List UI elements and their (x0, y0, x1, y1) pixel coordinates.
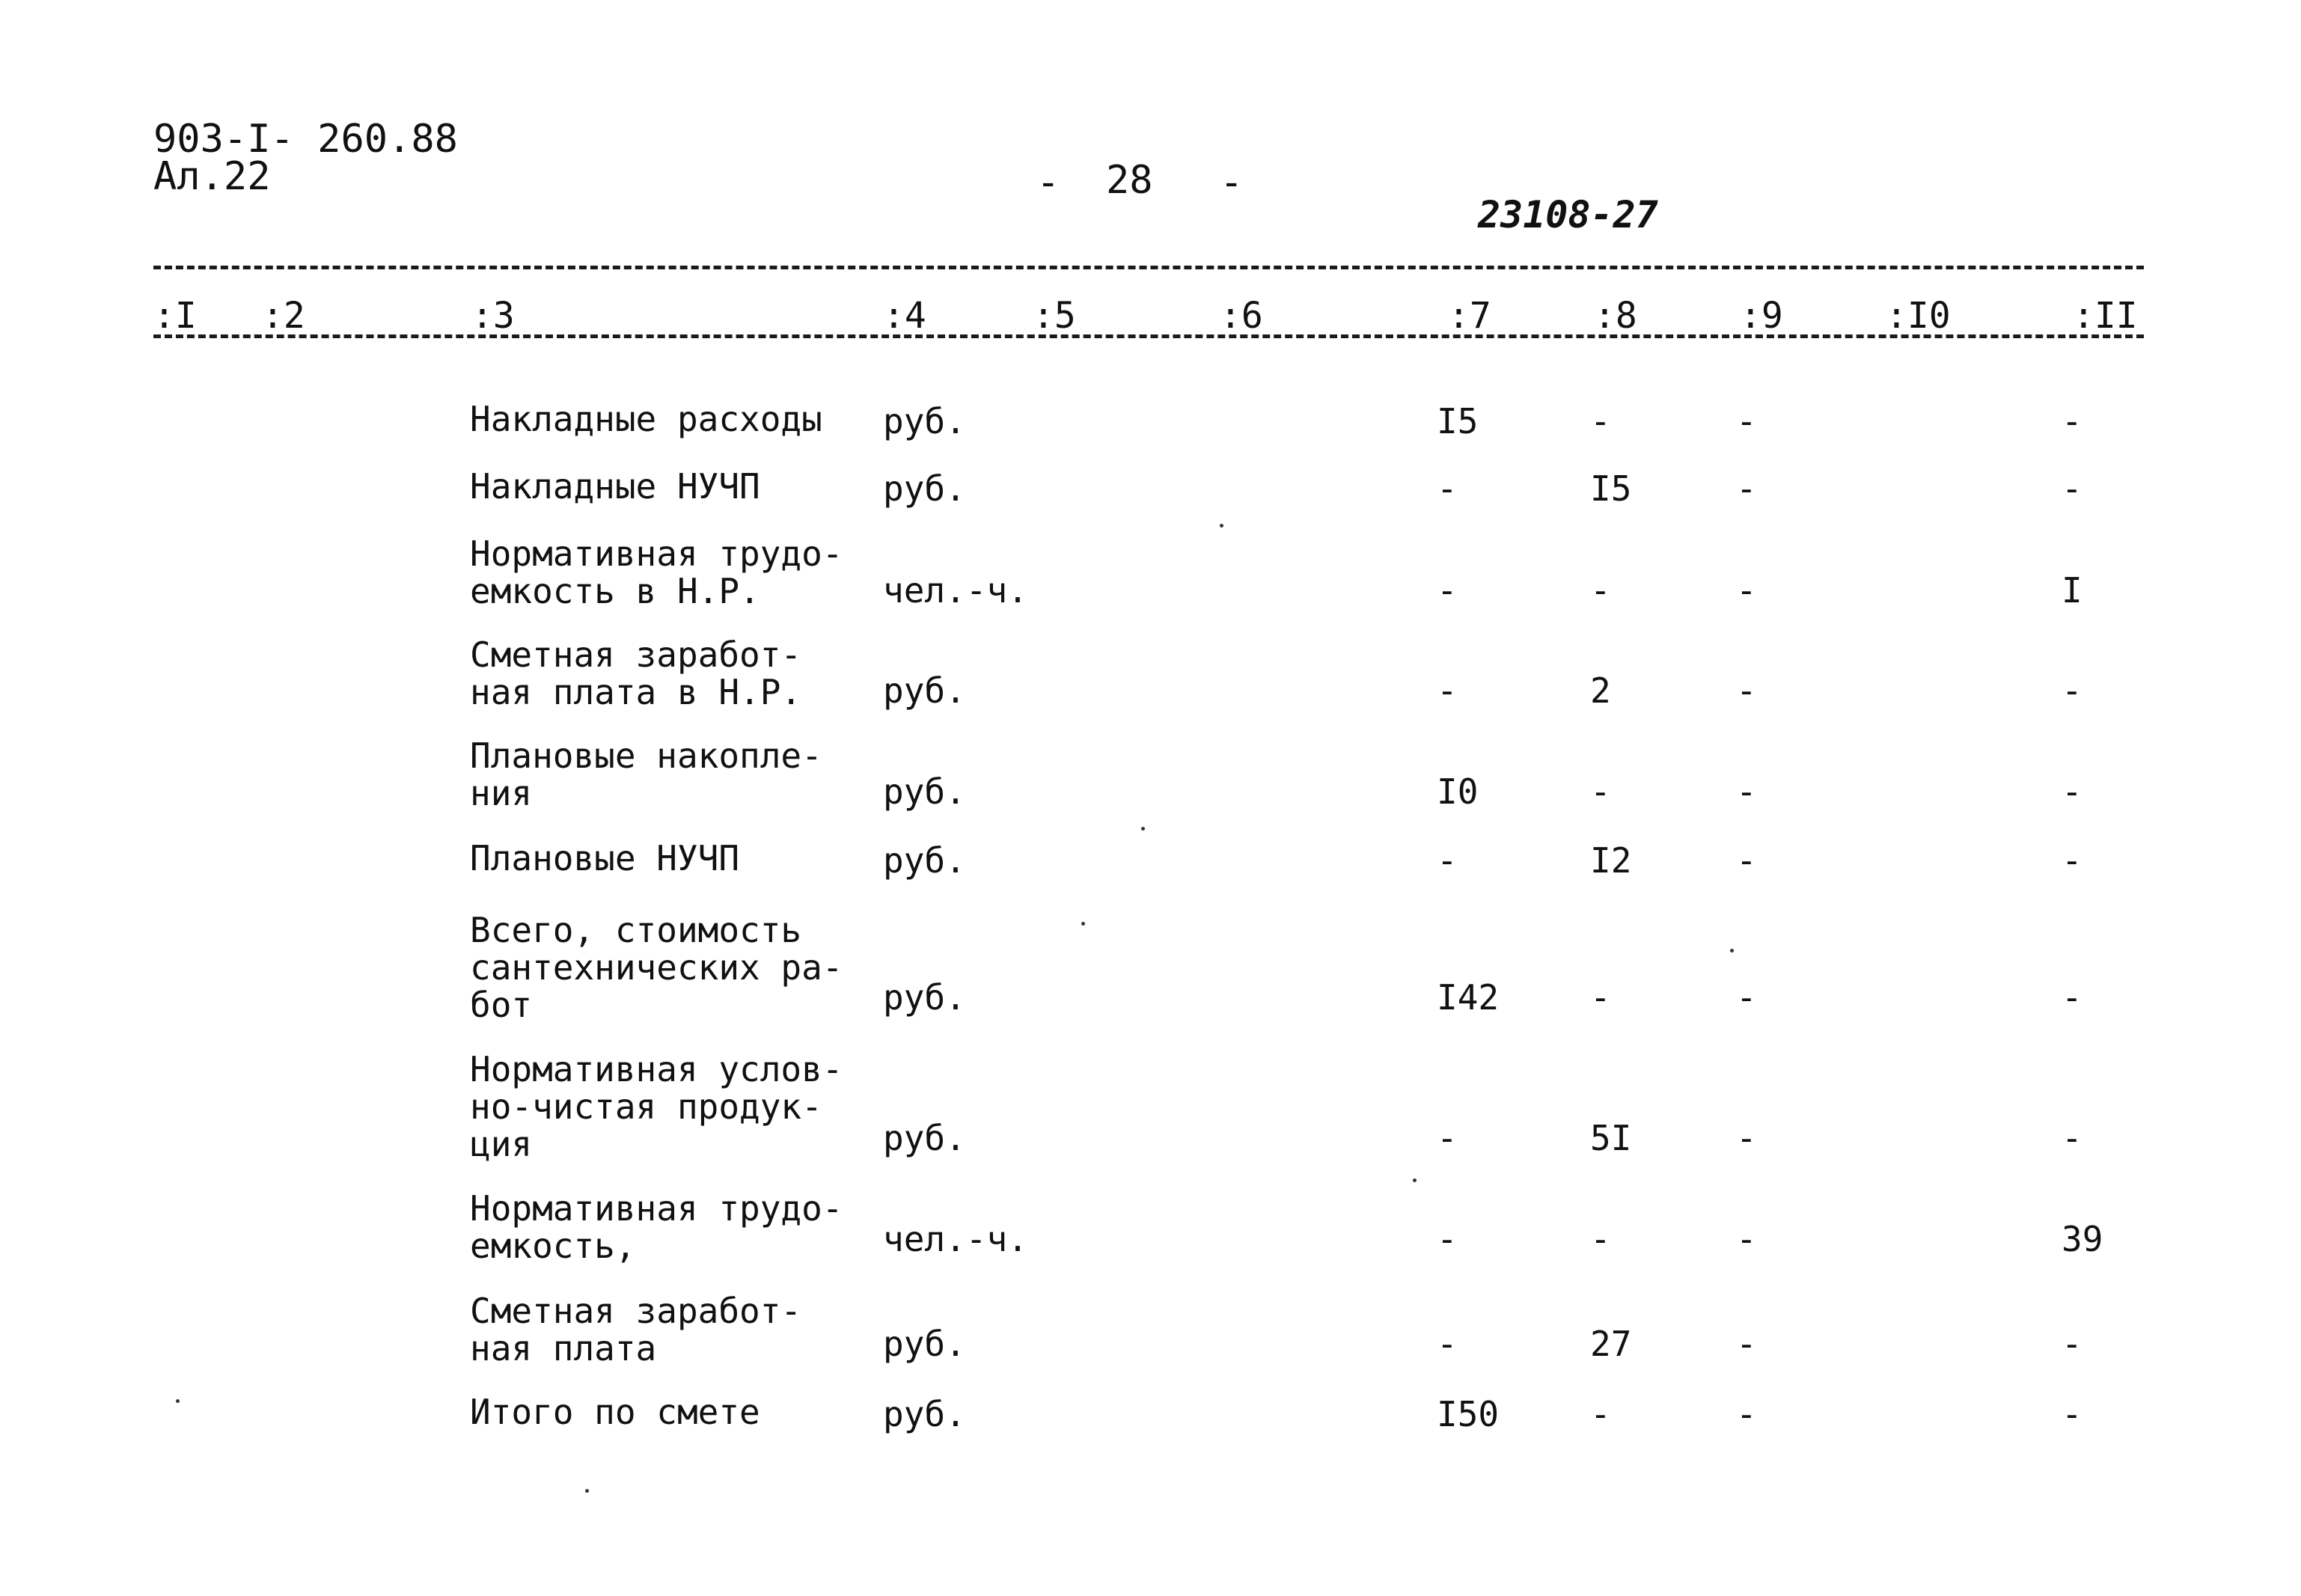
cell-col-7: - (1437, 1324, 1458, 1364)
sheet-label: Ал.22 (153, 154, 271, 199)
row-label: Сметная заработ- ная плата в Н.Р. (470, 635, 802, 712)
column-header-2: :2 (262, 295, 305, 337)
column-header-9: :9 (1740, 295, 1783, 337)
scan-speck (1413, 1178, 1417, 1182)
cell-col-9: - (1736, 1219, 1757, 1259)
cell-col-8: 27 (1590, 1324, 1632, 1364)
column-header-5: :5 (1033, 295, 1076, 337)
cell-col-9: - (1736, 401, 1757, 441)
cell-col-8: - (1590, 977, 1611, 1018)
page-number-dash-left: - (1036, 160, 1060, 205)
column-header-7: :7 (1448, 295, 1491, 337)
cell-col-7: - (1437, 468, 1458, 509)
stamp-number: 23108-27 (1478, 193, 1658, 236)
row-label: Всего, стоимость сантехнических ра- бот (470, 910, 843, 1025)
column-header-4: :4 (883, 295, 926, 337)
cell-col-8: 5I (1590, 1118, 1632, 1158)
cell-col-11: I (2062, 570, 2082, 611)
row-label: Нормативная трудо- емкость, (470, 1188, 843, 1266)
cell-col-7: - (1437, 1118, 1458, 1158)
cell-col-11: - (2062, 1324, 2082, 1364)
row-unit: руб. (883, 840, 966, 881)
cell-col-9: - (1736, 977, 1757, 1018)
cell-col-7: I50 (1437, 1394, 1500, 1434)
cell-col-7: - (1437, 1219, 1458, 1259)
cell-col-11: - (2062, 401, 2082, 441)
cell-col-7: - (1437, 670, 1458, 711)
scan-speck (176, 1399, 180, 1403)
scan-speck (1141, 827, 1145, 831)
column-header-10: :I0 (1886, 295, 1951, 337)
column-header-8: :8 (1594, 295, 1637, 337)
header-top-rule (153, 266, 2144, 269)
cell-col-8: I5 (1590, 468, 1632, 509)
scan-speck (585, 1489, 589, 1493)
row-unit: руб. (883, 468, 966, 509)
cell-col-9: - (1736, 1324, 1757, 1364)
row-unit: руб. (883, 670, 966, 711)
row-unit: руб. (883, 1324, 966, 1364)
cell-col-7: I42 (1437, 977, 1500, 1018)
cell-col-7: - (1437, 570, 1458, 611)
row-unit: руб. (883, 1394, 966, 1434)
cell-col-8: I2 (1590, 840, 1632, 881)
cell-col-9: - (1736, 570, 1757, 611)
cell-col-9: - (1736, 1118, 1757, 1158)
row-label: Накладные расходы (470, 399, 822, 439)
cell-col-11: 39 (2062, 1219, 2103, 1259)
cell-col-8: - (1590, 771, 1611, 812)
row-label: Нормативная трудо- емкость в Н.Р. (470, 533, 843, 611)
page-number: 28 (1106, 158, 1153, 203)
row-label: Накладные НУЧП (470, 466, 760, 507)
cell-col-9: - (1736, 1394, 1757, 1434)
cell-col-7: I0 (1437, 771, 1479, 812)
cell-col-11: - (2062, 977, 2082, 1018)
cell-col-11: - (2062, 1394, 2082, 1434)
scan-speck (1730, 949, 1734, 953)
column-header-1: :I (153, 295, 197, 337)
cell-col-11: - (2062, 840, 2082, 881)
row-label: Итого по смете (470, 1392, 760, 1432)
cell-col-11: - (2062, 771, 2082, 812)
scan-speck (1220, 524, 1223, 528)
row-unit: руб. (883, 771, 966, 812)
column-header-3: :3 (471, 295, 515, 337)
page-number-dash-right: - (1220, 160, 1244, 205)
cell-col-9: - (1736, 468, 1757, 509)
cell-col-8: 2 (1590, 670, 1611, 711)
header-bottom-rule (153, 334, 2144, 338)
cell-col-7: I5 (1437, 401, 1479, 441)
cell-col-7: - (1437, 840, 1458, 881)
row-label: Нормативная услов- но-чистая продук- ция (470, 1049, 843, 1164)
cell-col-11: - (2062, 468, 2082, 509)
cell-col-11: - (2062, 1118, 2082, 1158)
row-label: Сметная заработ- ная плата (470, 1291, 802, 1369)
cell-col-11: - (2062, 670, 2082, 711)
scan-speck (1081, 922, 1085, 926)
cell-col-9: - (1736, 840, 1757, 881)
cell-col-8: - (1590, 1219, 1611, 1259)
row-unit: чел.-ч. (883, 1219, 1028, 1259)
cell-col-8: - (1590, 1394, 1611, 1434)
column-header-6: :6 (1220, 295, 1263, 337)
column-header-11: :II (2073, 295, 2138, 337)
cell-col-9: - (1736, 771, 1757, 812)
document-code: 903-I- 260.88 (153, 117, 458, 162)
row-unit: руб. (883, 401, 966, 441)
cell-col-8: - (1590, 401, 1611, 441)
row-unit: руб. (883, 1118, 966, 1158)
row-label: Плановые НУЧП (470, 838, 740, 878)
cell-col-8: - (1590, 570, 1611, 611)
row-unit: чел.-ч. (883, 570, 1028, 611)
row-label: Плановые накопле- ния (470, 736, 822, 813)
row-unit: руб. (883, 977, 966, 1018)
cell-col-9: - (1736, 670, 1757, 711)
